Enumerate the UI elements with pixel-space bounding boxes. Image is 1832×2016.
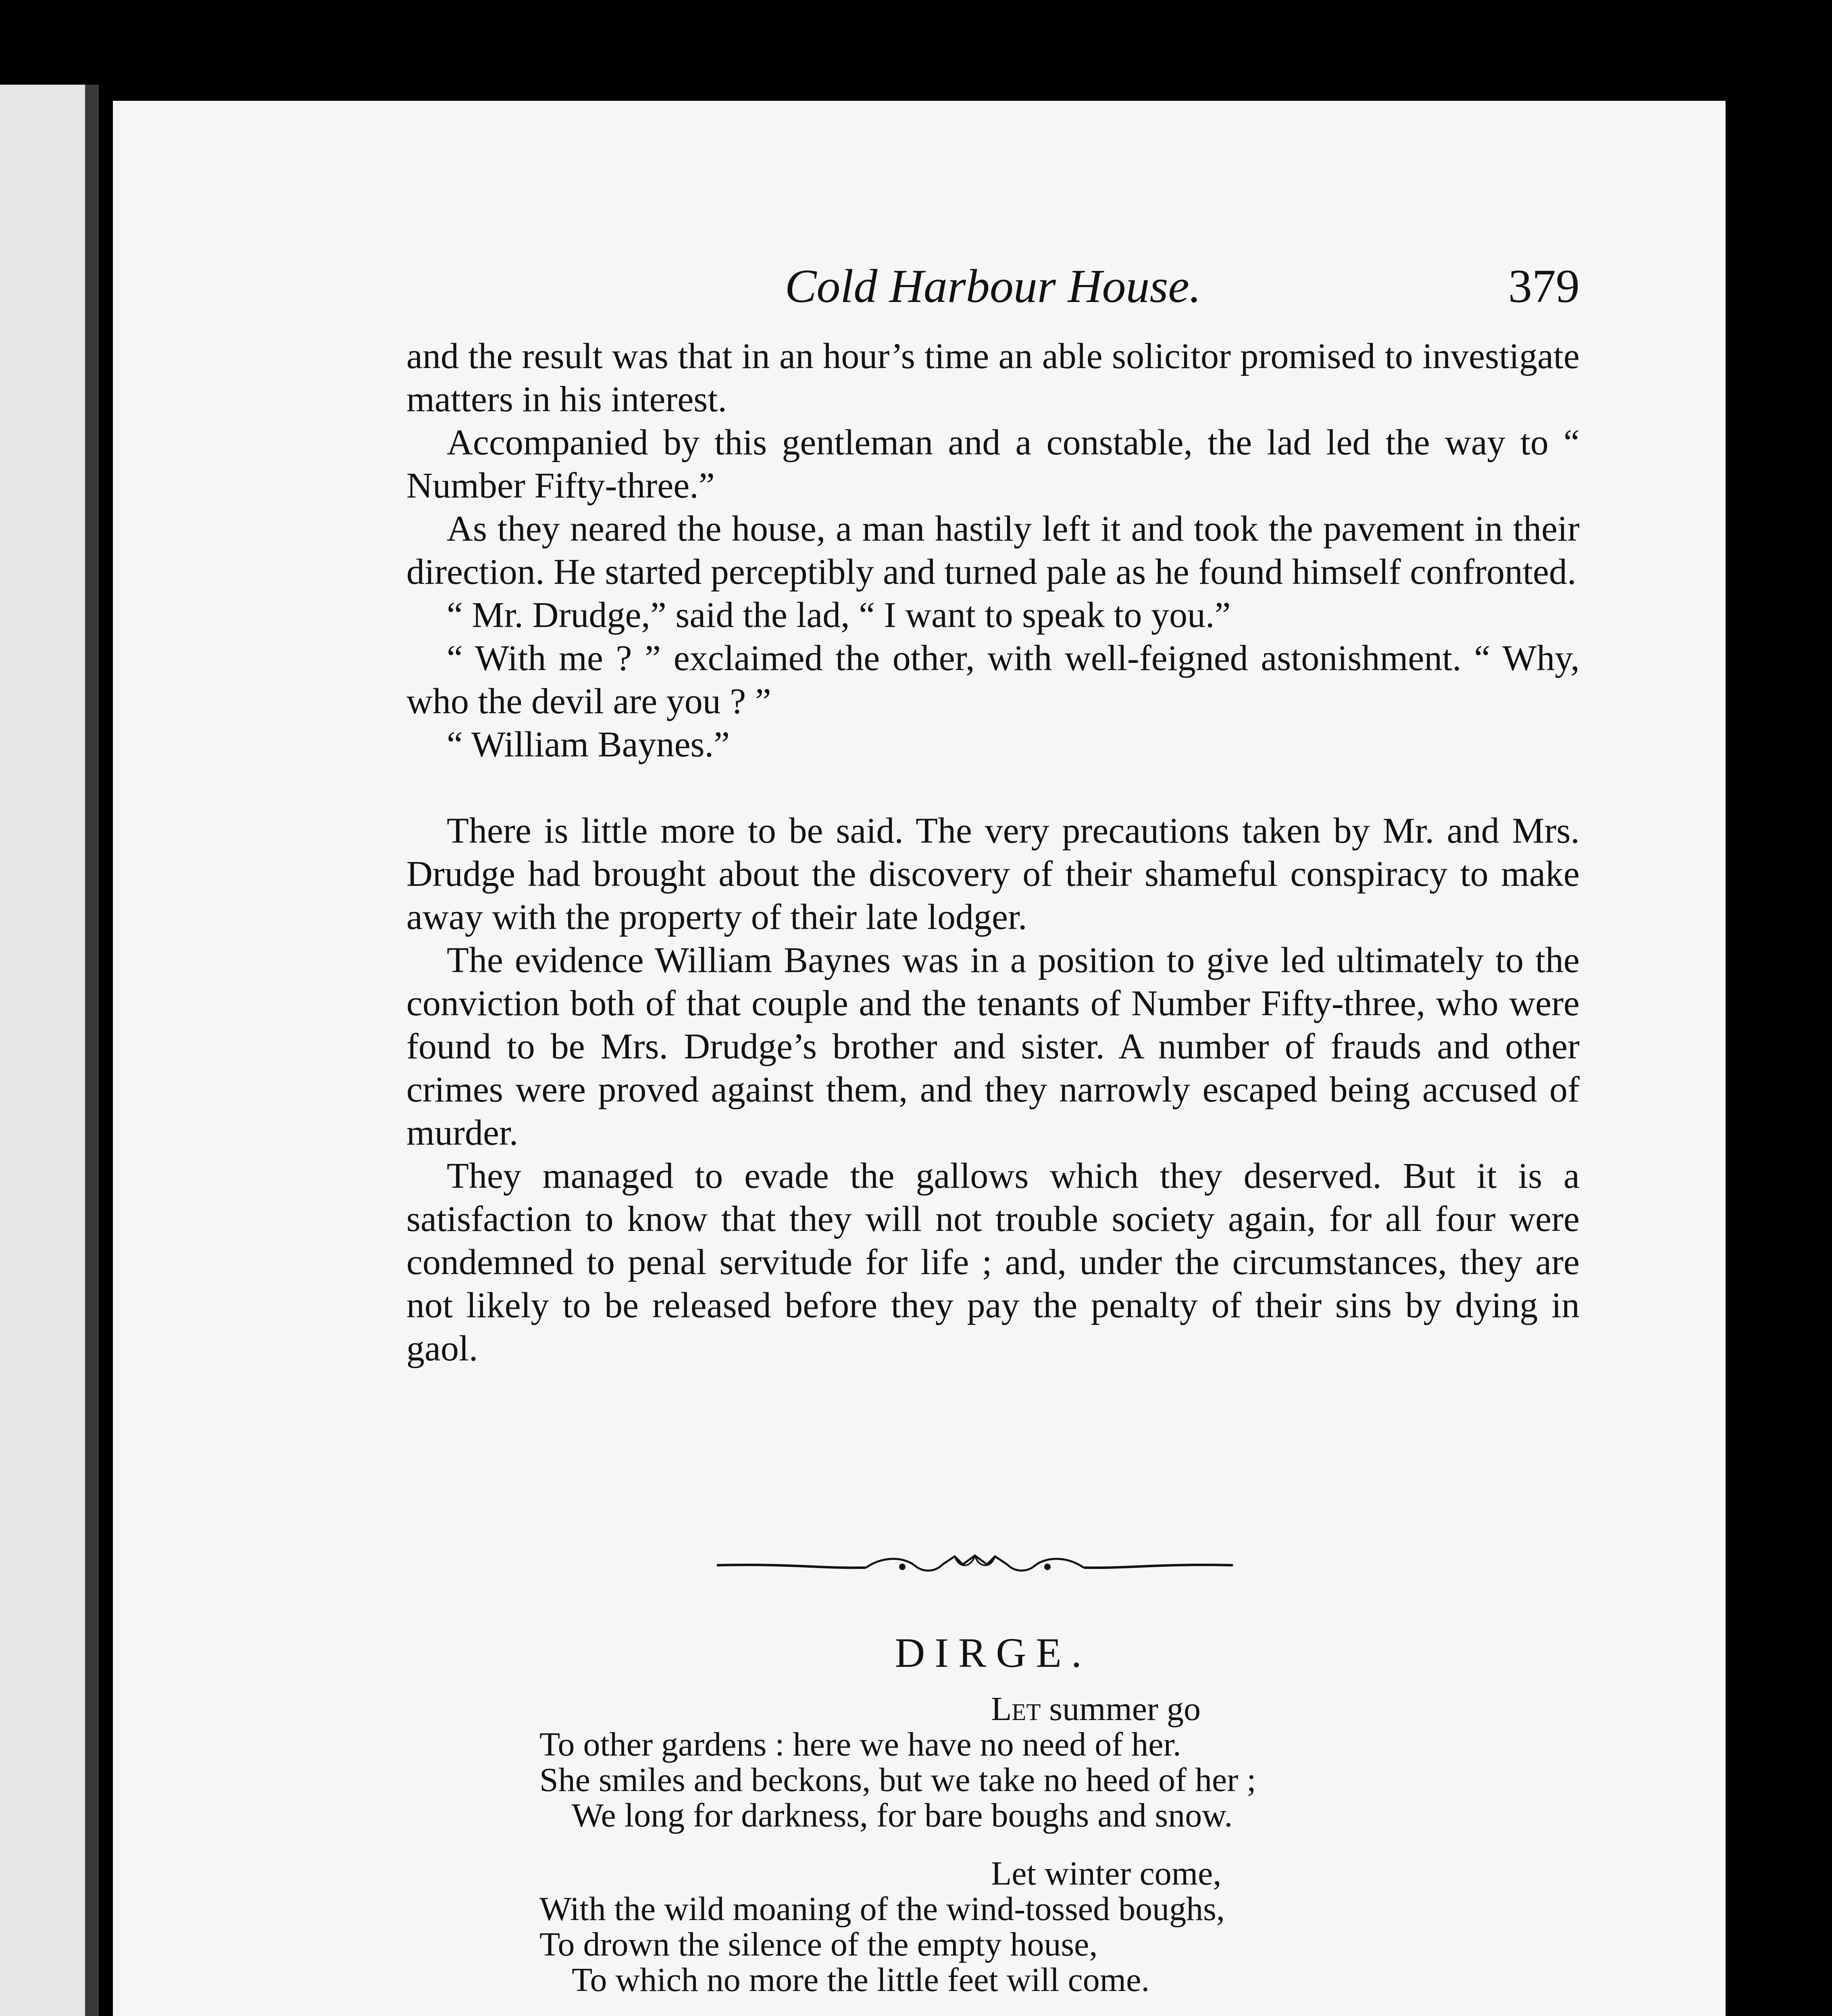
book-gutter bbox=[85, 85, 99, 2016]
running-title: Cold Harbour House. bbox=[785, 260, 1201, 312]
running-head bbox=[406, 259, 1580, 315]
poem-line: She smiles and beckons, but we take no heed of her ; bbox=[539, 1761, 1256, 1799]
poem-line: With the wild moaning of the wind-tossed boughs, bbox=[539, 1890, 1225, 1928]
decorative-ornament bbox=[713, 1540, 1237, 1589]
story-text bbox=[406, 335, 1580, 1370]
paragraph: “ With me ? ” exclaimed the other, with well-feigned astonishment. “ Why, who the devil are you ? ” bbox=[406, 638, 1580, 721]
paragraph: They managed to evade the gallows which they deserved. But it is a satisfaction to know that they will not trouble society again, for all four were condemned to penal servitude for life ; and, under the circumstances, they are not likely to be released before they pay the penalty of their sins by dying in gaol. bbox=[406, 1156, 1580, 1368]
section-break bbox=[406, 766, 1580, 809]
drop-word: Let bbox=[991, 1690, 1041, 1728]
paragraph: There is little more to be said. The very precautions taken by Mr. and Mrs. Drudge had brought about the discovery of their shameful conspiracy to make away with the property of their late lodger. bbox=[406, 811, 1580, 937]
paragraph: “ William Baynes.” bbox=[447, 725, 730, 764]
paragraph: The evidence William Baynes was in a position to give led ultimately to the conviction both of that couple and the tenants of Number Fifty-three, who were found to be Mrs. Drudge’s brother and sister. A number of frauds and other crimes were proved against them, and they narrowly escaped being accused of murder. bbox=[406, 940, 1580, 1153]
poem-line: To other gardens : here we have no need of her. bbox=[539, 1726, 1181, 1763]
stanza bbox=[539, 1691, 1563, 1833]
poem-line: To which no more the little feet will come. bbox=[572, 1961, 1150, 1999]
poem-line: To drown the silence of the empty house, bbox=[539, 1926, 1098, 1963]
stanza bbox=[539, 1856, 1563, 1998]
poem-body bbox=[539, 1691, 1563, 2016]
paragraph: Accompanied by this gentleman and a constable, the lad led the way to “ Number Fifty-three.” bbox=[406, 423, 1580, 506]
poem-line: Let winter come, bbox=[991, 1855, 1222, 1892]
poem-line: We long for darkness, for bare boughs and snow. bbox=[572, 1797, 1233, 1834]
paragraph: and the result was that in an hour’s time an able solicitor promised to investigate matters in his interest. bbox=[406, 336, 1580, 419]
paragraph: “ Mr. Drudge,” said the lad, “ I want to speak to you.” bbox=[447, 595, 1231, 635]
line-text: summer go bbox=[1041, 1690, 1201, 1728]
poem-title: DIRGE. bbox=[895, 1630, 1091, 1676]
paragraph: As they neared the house, a man hastily left it and took the pavement in their direction. He started perceptibly and turned pale as he found himself confronted. bbox=[406, 509, 1580, 592]
poem-line bbox=[539, 1691, 1563, 1727]
previous-page-edge bbox=[0, 85, 99, 2016]
book-page bbox=[113, 101, 1726, 2016]
page-number: 379 bbox=[1508, 260, 1580, 312]
